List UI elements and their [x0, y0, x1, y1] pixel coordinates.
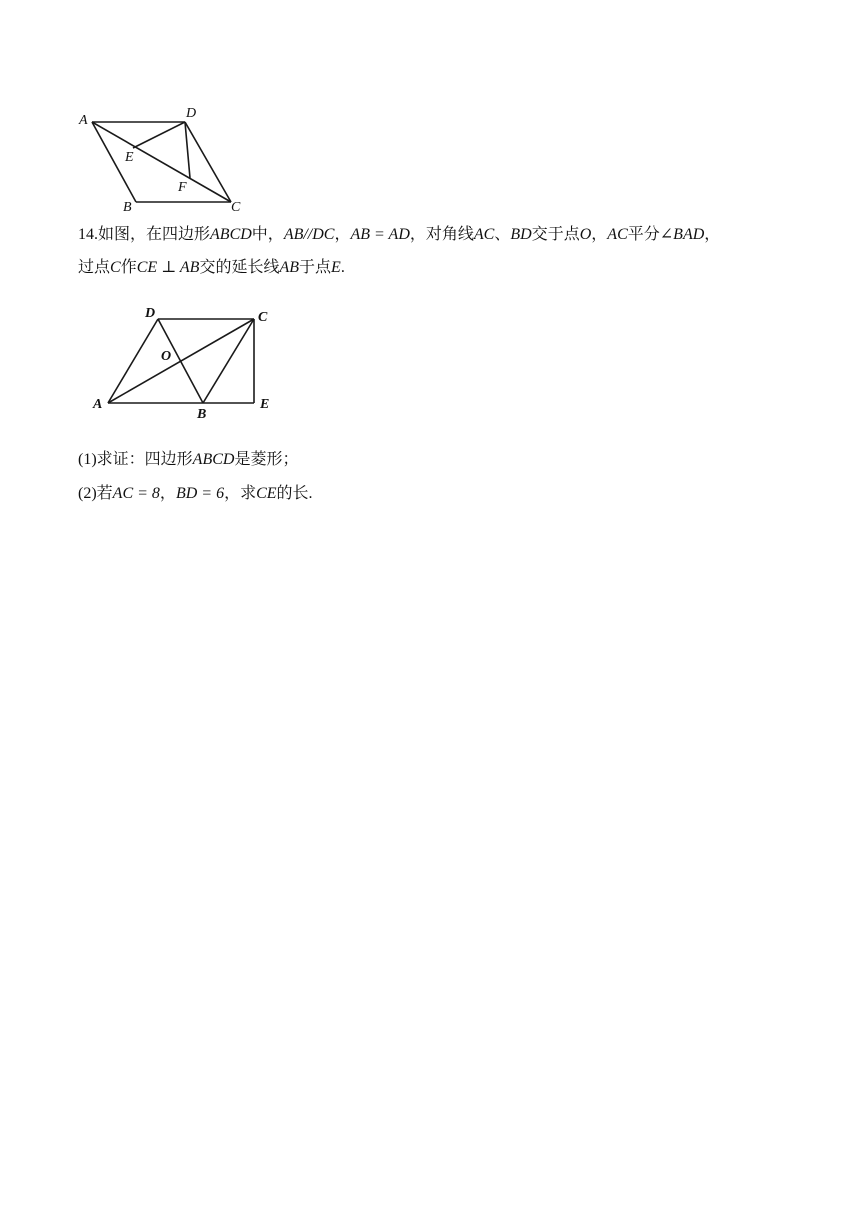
text: 、 [494, 226, 511, 243]
label-c: C [258, 310, 268, 325]
label-b: B [123, 200, 132, 215]
math: ∠BAD [659, 226, 705, 243]
segment-ad [108, 319, 158, 403]
figure-parallelogram-ef [70, 100, 260, 220]
problem-14-line-2 [78, 257, 345, 279]
segment-de [133, 122, 185, 148]
text: 过点 [78, 259, 111, 276]
text: 作 [120, 259, 137, 276]
label-b: B [197, 407, 207, 422]
label-d: D [186, 106, 197, 121]
math: CE ⊥ AB [136, 259, 200, 276]
problem-14-part-1 [78, 449, 298, 471]
label-a: A [93, 397, 103, 412]
label-f: F [178, 180, 187, 195]
text: ， [334, 226, 351, 243]
text: 如图，在四边形 [98, 226, 211, 243]
label-e: E [260, 397, 270, 412]
segment-bc [203, 319, 254, 403]
text: (2)若 [78, 485, 113, 502]
text: (1)求证：四边形 [78, 451, 193, 468]
label-e: E [125, 150, 134, 165]
text: ， [159, 485, 176, 502]
math: AB//DC [283, 226, 335, 243]
math: AB = AD [350, 226, 410, 243]
text: 交于点 [531, 226, 580, 243]
text: 的长. [276, 485, 313, 502]
text: 平分 [627, 226, 660, 243]
math: E [331, 259, 341, 276]
label-o: O [161, 349, 172, 364]
text: 是菱形； [234, 451, 299, 468]
math: ABCD [192, 451, 235, 468]
math: ABCD [210, 226, 252, 243]
text: ，求 [224, 485, 257, 502]
math: AB [279, 259, 300, 276]
segment-dc [185, 122, 231, 202]
problem-number: 14. [78, 226, 98, 243]
text: . [340, 259, 345, 276]
problem-14-part-2 [78, 483, 313, 505]
text: ， [704, 226, 721, 243]
text: ， [591, 226, 608, 243]
math: AC = 8 [112, 485, 160, 502]
problem-14-line-1 [78, 224, 720, 246]
text: 中， [251, 226, 284, 243]
math: C [110, 259, 121, 276]
text: ，对角线 [409, 226, 474, 243]
math: CE [256, 485, 277, 502]
text: 交的延长线 [199, 259, 280, 276]
text: 于点 [299, 259, 332, 276]
label-a: A [79, 113, 88, 128]
figure-rhombus-oe [88, 300, 288, 425]
math: BD = 6 [175, 485, 225, 502]
math: AC [473, 226, 495, 243]
math: BD [510, 226, 532, 243]
math: O [579, 226, 592, 243]
label-c: C [231, 200, 241, 215]
math: AC [607, 226, 628, 243]
label-d: D [145, 306, 156, 321]
